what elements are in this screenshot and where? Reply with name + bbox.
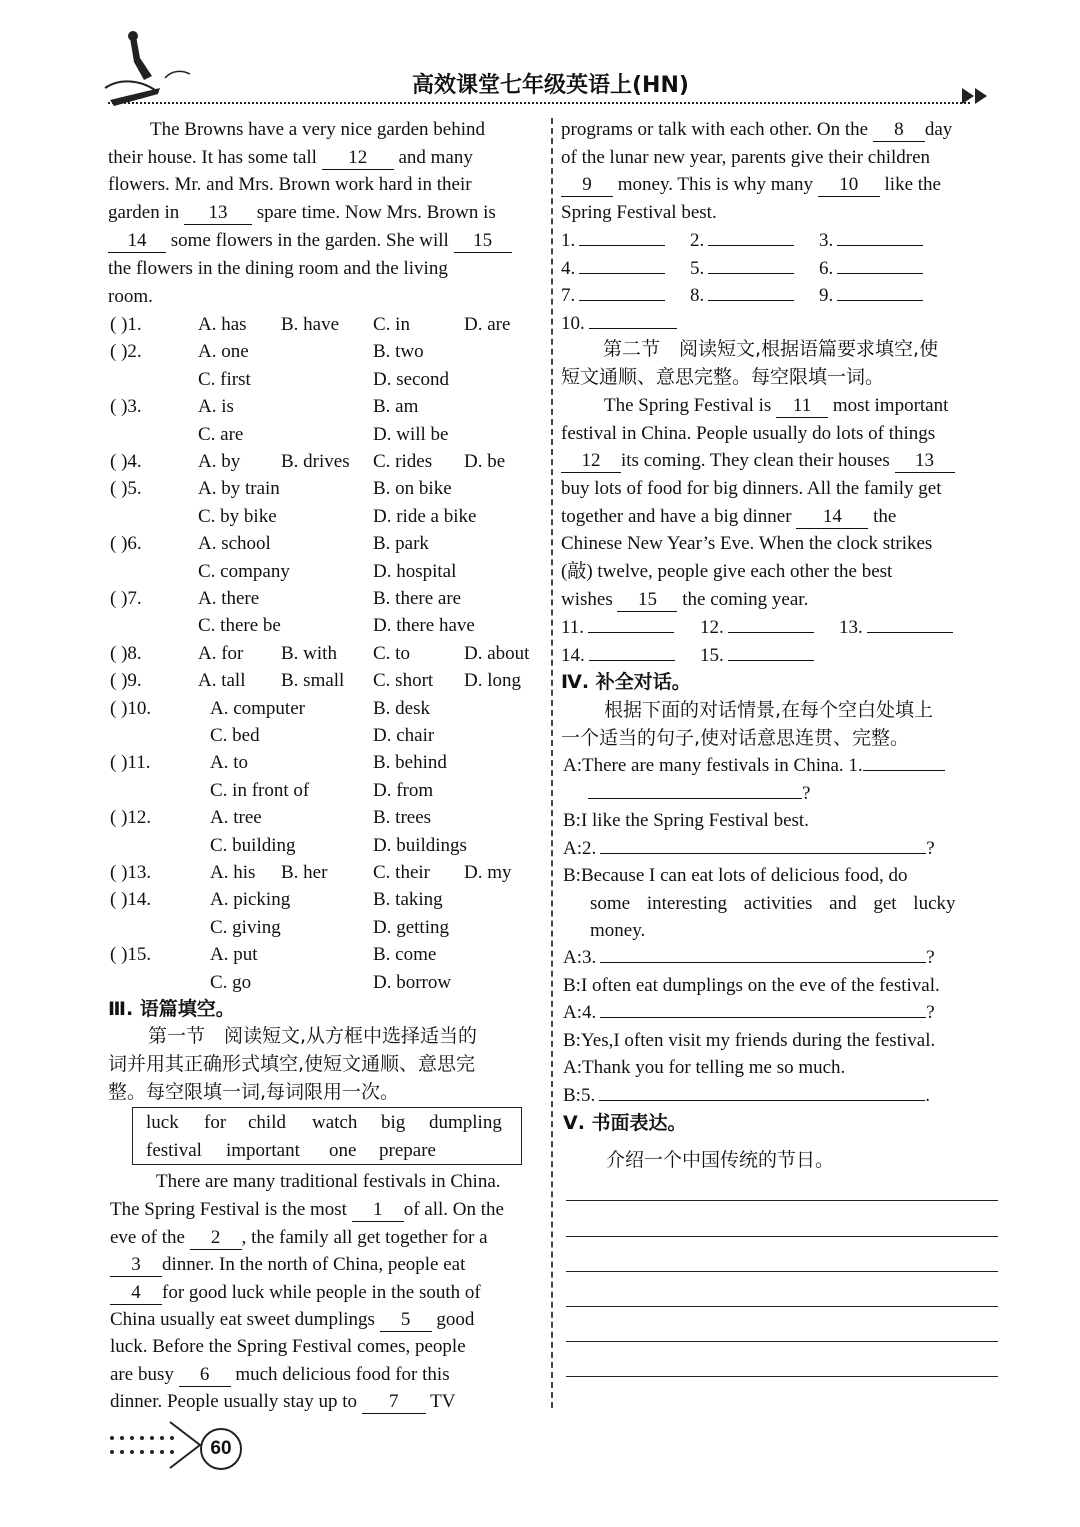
word-box-item: dumpling [429,1112,502,1133]
writing-line[interactable] [566,1271,998,1272]
option-d[interactable]: D. hospital [373,560,457,582]
option-c[interactable]: C. giving [210,916,281,938]
option-b[interactable]: B. trees [373,807,432,829]
blank: 7 [362,1391,426,1414]
option-c[interactable]: C. to [373,642,410,664]
blank: 5 [380,1309,432,1332]
answer-slot[interactable]: 12. [700,614,814,642]
option-b[interactable]: B. her [281,862,328,883]
section-4-heading: Ⅳ. 补全对话。 [561,671,691,693]
option-d[interactable]: D. ride a bike [373,505,477,527]
option-c[interactable]: C. rides [373,451,433,472]
word-box-item: festival [146,1140,202,1161]
blank: 14 [796,506,868,529]
writing-line[interactable] [566,1306,998,1307]
double-arrow-icon [962,86,992,106]
option-a[interactable]: A. has [198,314,247,335]
option-c[interactable]: C. their [373,862,430,883]
word-box-item: one [329,1140,357,1161]
question-number[interactable]: ( )8. [110,642,142,664]
option-c[interactable]: C. in front of [210,779,310,801]
question-number[interactable]: ( )1. [110,314,142,335]
page-number: 60 [210,1438,232,1459]
answer-slot[interactable]: 9. [819,282,923,310]
blank: 8 [873,119,925,142]
option-d[interactable]: D. about [464,642,530,664]
option-d[interactable]: D. borrow [373,971,452,993]
option-d[interactable]: D. are [464,314,511,335]
answer-slot[interactable]: 11. [561,614,674,642]
blank: 4 [110,1282,162,1305]
option-a[interactable]: A. to [210,752,248,774]
word-box-item: prepare [379,1140,436,1161]
writing-line[interactable] [566,1341,998,1342]
answer-slot[interactable]: 2. [690,227,794,255]
option-a[interactable]: A. tree [210,807,262,829]
writing-line[interactable] [566,1200,998,1201]
blank: 12 [322,147,394,170]
question-number[interactable]: ( )14. [110,889,152,911]
option-c[interactable]: C. company [198,560,290,582]
option-d[interactable]: D. long [464,670,521,692]
blank: 15 [454,230,512,253]
question-number[interactable]: ( )9. [110,670,142,692]
option-b[interactable]: B. with [281,642,337,664]
word-box-item: big [381,1112,406,1133]
question-number[interactable]: ( )2. [110,341,142,363]
word-box-item: watch [312,1112,358,1133]
blank: 15 [617,589,677,612]
option-a[interactable]: A. by [198,451,241,472]
answer-slot[interactable]: 7. [561,282,665,310]
option-c[interactable]: C. bed [210,725,260,746]
option-a[interactable]: A. for [198,642,244,664]
header-title: 高效课堂七年级英语上(HN) [412,73,689,98]
option-a[interactable]: A. his [210,862,256,883]
option-c[interactable]: C. short [373,670,434,692]
word-box-item: important [226,1140,300,1161]
option-b[interactable]: B. park [373,533,429,555]
blank: 3 [110,1254,162,1277]
header-dotted-rule [108,102,970,104]
page-number-badge [200,1428,242,1470]
blank: 6 [179,1364,231,1387]
writing-line[interactable] [566,1376,998,1377]
answer-slot[interactable]: 15. [700,642,814,670]
option-c[interactable]: C. are [198,423,244,445]
question-number[interactable]: ( )3. [110,396,142,418]
option-b[interactable]: B. small [281,670,345,692]
answer-slot[interactable]: 13. [839,614,953,642]
option-d[interactable]: D. from [373,779,434,801]
answer-slot[interactable]: 6. [819,255,923,283]
option-d[interactable]: D. be [464,451,506,472]
footer-arrow-icon [108,1420,208,1470]
blank: 2 [190,1227,242,1250]
option-a[interactable]: A. school [198,533,271,555]
answer-slot[interactable]: 4. [561,255,665,283]
option-c[interactable]: C. by bike [198,505,277,527]
question-number[interactable]: ( )4. [110,451,142,472]
option-a[interactable]: A. there [198,588,260,609]
option-c[interactable]: C. building [210,834,296,856]
option-a[interactable]: A. put [210,944,258,966]
option-a[interactable]: A. picking [210,889,291,911]
blank: 1 [352,1199,404,1222]
option-d[interactable]: D. getting [373,916,449,938]
question-number[interactable]: ( )15. [110,944,152,966]
option-b[interactable]: B. behind [373,752,447,774]
option-d[interactable]: D. buildings [373,834,467,856]
option-a[interactable]: A. by train [198,478,280,500]
word-box-item: for [204,1112,227,1133]
option-b[interactable]: B. there are [373,588,462,609]
question-number[interactable]: ( )6. [110,533,142,555]
option-b[interactable]: B. am [373,396,419,418]
option-d[interactable]: D. there have [373,615,475,637]
header-logo-icon [100,28,200,108]
question-number[interactable]: ( )12. [110,807,152,829]
option-c[interactable]: C. first [198,368,251,390]
blank: 13 [895,450,955,473]
word-box-item: child [248,1112,286,1133]
option-b[interactable]: B. have [281,314,340,335]
option-a[interactable]: A. one [198,341,249,363]
question-number[interactable]: ( )13. [110,862,152,883]
answer-slot[interactable]: 3. [819,227,923,255]
option-d[interactable]: D. chair [373,725,435,746]
question-number[interactable]: ( )5. [110,478,142,500]
section-5-heading: Ⅴ. 书面表达。 [563,1112,687,1134]
blank: 14 [108,230,166,253]
option-b[interactable]: B. drives [281,451,350,472]
option-b[interactable]: B. on bike [373,478,452,500]
blank: 10 [818,174,880,197]
part1-instruction: 第一节 阅读短文,从方框中选择适当的 [148,1025,478,1047]
option-b[interactable]: B. come [373,944,437,966]
section-4-instruction: 根据下面的对话情景,在每个空白处填上 [604,699,934,721]
blank: 12 [561,450,621,473]
section-3-heading: Ⅲ. 语篇填空。 [108,998,235,1020]
question-number[interactable]: ( )11. [110,752,151,774]
writing-line[interactable] [566,1236,998,1237]
word-box-item: luck [146,1112,179,1133]
option-b[interactable]: B. desk [373,697,430,719]
question-number[interactable]: ( )7. [110,588,142,609]
option-a[interactable]: A. computer [210,697,305,719]
option-c[interactable]: C. there be [198,615,281,637]
option-b[interactable]: B. two [373,341,424,363]
column-divider [551,118,553,1408]
option-c[interactable]: C. in [373,314,410,335]
option-d[interactable]: D. second [373,368,449,390]
option-a[interactable]: A. is [198,396,234,418]
answer-slot[interactable]: 8. [690,282,794,310]
question-number[interactable]: ( )10. [110,697,152,719]
answer-slot[interactable]: 14. [561,642,675,670]
option-d[interactable]: D. will be [373,423,449,445]
answer-slot[interactable]: 10. [561,310,677,338]
writing-prompt: 介绍一个中国传统的节日。 [606,1149,835,1171]
answer-slot[interactable]: 5. [690,255,794,283]
option-d[interactable]: D. my [464,862,512,883]
blank: 13 [184,202,252,225]
blank: 9 [561,174,613,197]
option-c[interactable]: C. go [210,971,252,993]
answer-slot[interactable]: 1. [561,227,665,255]
option-a[interactable]: A. tall [198,670,246,692]
blank: 11 [776,395,828,418]
part2-instruction: 第二节 阅读短文,根据语篇要求填空,使 [603,338,939,360]
option-b[interactable]: B. taking [373,889,443,911]
